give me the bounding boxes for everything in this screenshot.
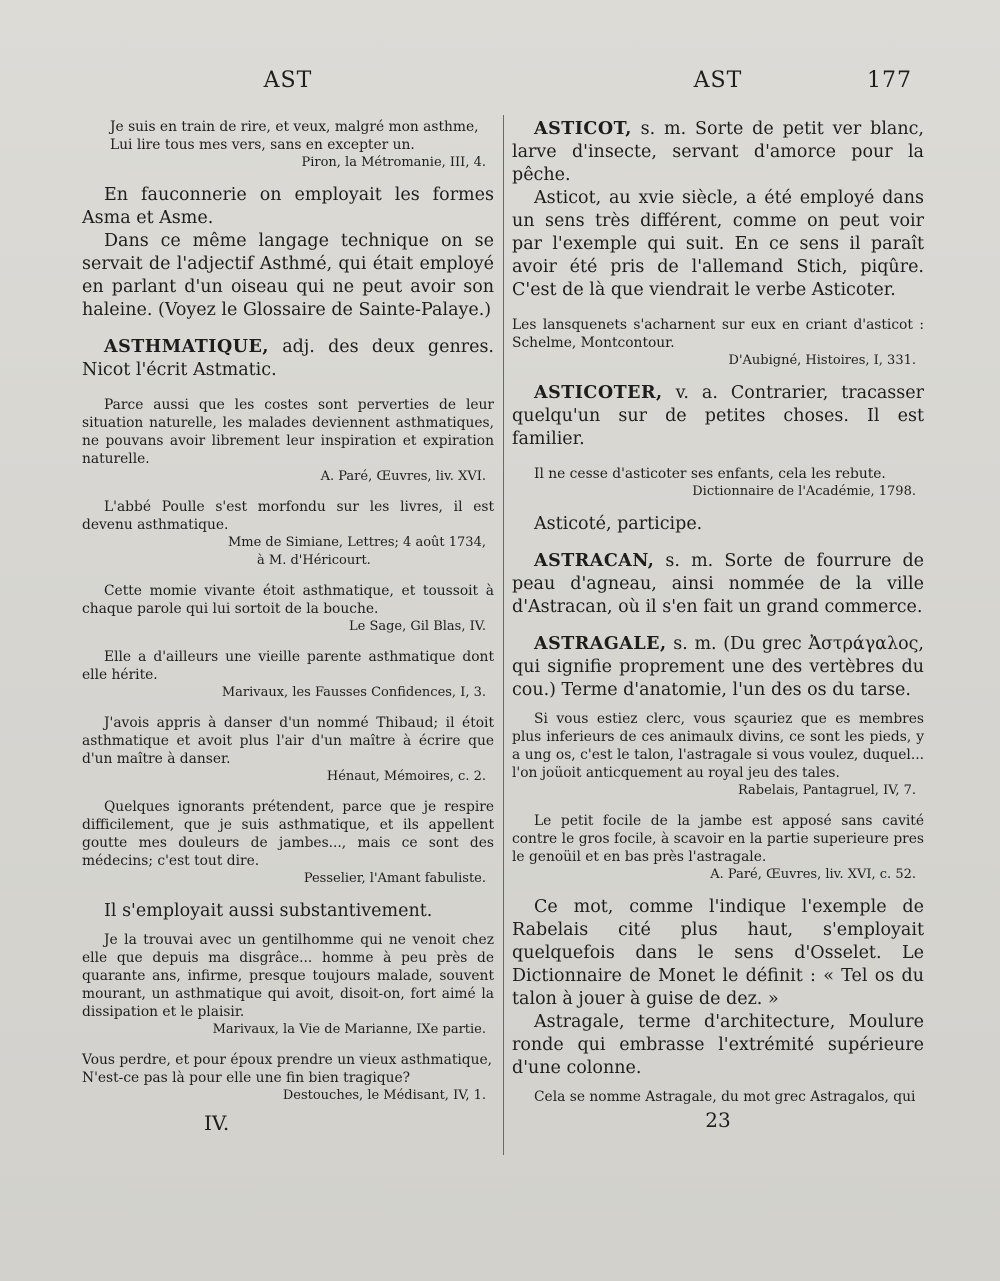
paragraph: Il s'employait aussi substantivement. — [104, 901, 433, 921]
entry-definition: s. m. Sorte de petit ver blanc, larve d'insecte, servant d'amorce pour la pêche. — [512, 119, 924, 185]
paragraph: Dans ce même langage technique on se servait de l'adjectif Asthmé, qui était employé en parlant d'un oiseau qui ne peut avoir son haleine. (Voyez le Glossaire de Sainte-Palaye.) — [82, 231, 494, 320]
quotation: Parce aussi que les costes sont perverties de leur situation naturelle, les malades deviennent asthmatiques, ne pouvans avoir librement leur inspiration et expiration naturelle. — [82, 397, 494, 467]
entry-definition: adj. des deux genres. Nicot l'écrit Astmatic. — [82, 337, 494, 380]
paragraph: Asticoté, participe. — [534, 514, 703, 534]
entry-definition: s. m. (Du grec Ἀστράγαλος, qui signifie proprement une des vertèbres du cou.) Terme d'anatomie, l'un des os du tarse. — [512, 634, 924, 700]
entry-headword: ASTICOT, — [534, 119, 632, 139]
entry-headword: ASTRAGALE, — [534, 634, 667, 654]
entry-definition: s. m. Sorte de fourrure de peau d'agneau, ainsi nommée de la ville d'Astracan, où il s'en fait un grand commerce. — [512, 551, 924, 617]
entry-definition: v. a. Contrarier, tracasser quelqu'un sur de petites choses. Il est familier. — [512, 383, 924, 449]
citation: Marivaux, la Vie de Marianne, IXe partie. — [212, 1022, 486, 1037]
quotation: L'abbé Poulle s'est morfondu sur les livres, il est devenu asthmatique. — [82, 499, 494, 533]
running-head-right — [512, 68, 924, 104]
citation: à M. d'Héricourt. — [257, 553, 371, 568]
signature-mark: IV. — [204, 1111, 230, 1135]
entry-headword: ASTHMATIQUE, — [104, 337, 269, 357]
paragraph: Asticot, au xvie siècle, a été employé dans un sens très différent, comme on peut voir par l'exemple qui suit. En ce sens il paraît avoir été pris de l'allemand Stich, piqûre. C'est de là que viendrait le verbe Asticoter. — [512, 188, 924, 300]
quotation: Je la trouvai avec un gentilhomme qui ne venoit chez elle que depuis ma disgrâce... homme à peu près de quarante ans, infirme, presque toujours malade, souvent mourant, un asthmatique qui avoit, disoit-on, fort aimé la dissipation et le plaisir. — [82, 932, 494, 1020]
entry-asticot — [512, 118, 924, 187]
page-number: 177 — [867, 68, 912, 93]
verse-line: Lui lire tous mes vers, sans en excepter un. — [110, 137, 415, 153]
citation: Mme de Simiane, Lettres; 4 août 1734, — [227, 535, 486, 550]
running-head-label: AST — [693, 68, 743, 93]
column-rule — [503, 115, 504, 1155]
quotation: Il ne cesse d'asticoter ses enfants, cela les rebute. — [534, 466, 886, 482]
entry-asticoter — [512, 382, 924, 451]
entry-astracan — [512, 550, 924, 619]
citation: A. Paré, Œuvres, liv. XVI. — [320, 469, 486, 484]
quotation: J'avois appris à danser d'un nommé Thibaud; il étoit asthmatique et avoit plus l'air d'un maître à écrire que d'un maître à danser. — [82, 715, 494, 767]
signature-number: 23 — [705, 1108, 731, 1132]
verse-line: Je suis en train de rire, et veux, malgré mon asthme, — [110, 119, 479, 135]
quotation: Si vous estiez clerc, vous sçauriez que es membres plus inferieurs de ces animaulx divins, ce sont les pieds, y a ung os, c'est le talon, l'astragale si vous voulez, duquel... l'on joüoit anticquement au royal jeu des tales. — [512, 711, 924, 781]
quotation: Cela se nomme Astragale, du mot grec Astragalos, qui — [534, 1089, 916, 1105]
citation: Rabelais, Pantagruel, IV, 7. — [737, 783, 916, 798]
verse-line: Vous perdre, et pour époux prendre un vieux asthmatique, — [82, 1052, 493, 1068]
entry-headword: ASTICOTER, — [534, 383, 663, 403]
paragraph: Astragale, terme d'architecture, Moulure ronde qui embrasse l'extrémité supérieure d'une colonne. — [512, 1012, 924, 1078]
citation: A. Paré, Œuvres, liv. XVI, c. 52. — [710, 867, 916, 882]
citation: Destouches, le Médisant, IV, 1. — [282, 1088, 486, 1103]
paragraph: En fauconnerie on employait les formes Asma et Asme. — [82, 185, 494, 228]
citation: Le Sage, Gil Blas, IV. — [348, 619, 486, 634]
citation: Hénaut, Mémoires, c. 2. — [326, 769, 486, 784]
entry-asthmatique — [82, 336, 494, 382]
quotation: Quelques ignorants prétendent, parce que je respire difficilement, que je suis asthmatique, et ils appellent goutte mes douleurs de jambes..., mais ce sont des médecins; c'est tout dire. — [82, 799, 494, 869]
entry-astragale — [512, 633, 924, 702]
quotation: Le petit focile de la jambe est apposé sans cavité contre le gros focile, à scavoir en la partie superieure pres le genoüil et en bas près l'astragale. — [512, 813, 924, 865]
quotation: Elle a d'ailleurs une vieille parente asthmatique dont elle hérite. — [82, 649, 494, 683]
citation: D'Aubigné, Histoires, I, 331. — [728, 353, 916, 368]
left-column — [82, 68, 494, 1135]
right-column — [512, 68, 924, 1132]
citation: Piron, la Métromanie, III, 4. — [301, 155, 486, 170]
entry-headword: ASTRACAN, — [534, 551, 655, 571]
citation: Pesselier, l'Amant fabuliste. — [303, 871, 486, 886]
citation: Marivaux, les Fausses Confidences, I, 3. — [221, 685, 486, 700]
running-head-left: AST — [263, 68, 313, 93]
citation: Dictionnaire de l'Académie, 1798. — [692, 484, 916, 499]
quotation: Les lansquenets s'acharnent sur eux en criant d'asticot : Schelme, Montcontour. — [512, 317, 924, 351]
verse-line: N'est-ce pas là pour elle une fin bien tragique? — [82, 1070, 411, 1086]
quotation: Cette momie vivante étoit asthmatique, et toussoit à chaque parole qui lui sortoit de la bouche. — [82, 583, 494, 617]
paragraph: Ce mot, comme l'indique l'exemple de Rabelais cité plus haut, s'employait quelquefois dans le sens d'Osselet. Le Dictionnaire de Monet le définit : « Tel os du talon à jouer à guise de dez. » — [512, 897, 924, 1009]
